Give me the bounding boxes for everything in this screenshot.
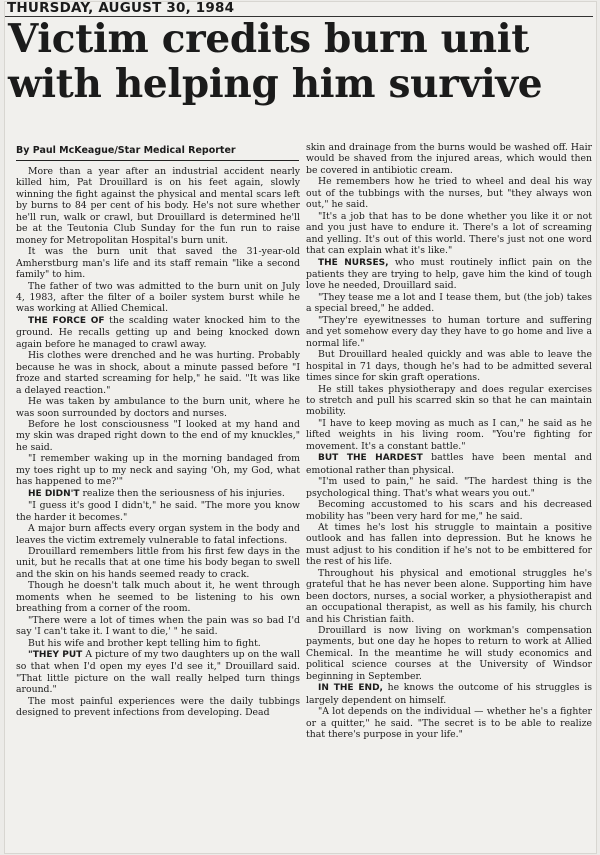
article-paragraph	[16, 523, 300, 546]
article-paragraph	[16, 315, 300, 350]
article-paragraph	[306, 452, 592, 476]
article-paragraph	[16, 638, 300, 649]
article-paragraph	[16, 281, 300, 315]
paragraph-text: He remembers how he tried to wheel and deal his way out of the tubbings with the nurses, but "they always won out," he said.	[306, 176, 592, 211]
article-paragraph	[306, 176, 592, 210]
article-paragraph	[16, 649, 300, 696]
headline: Victim credits burn unit with helping him survive	[8, 16, 543, 107]
paragraph-text: Becoming accustomed to his scars and his decreased mobility has "been very hard for me," he said.	[306, 499, 592, 522]
article-paragraph	[306, 257, 592, 292]
article-paragraph	[306, 568, 592, 625]
paragraph-lead-in: BUT THE HARDEST	[318, 453, 423, 464]
paragraph-text: realize then the seriousness of his injuries.	[79, 487, 285, 499]
article-paragraph	[306, 384, 592, 418]
paragraph-lead-in: HE DIDN'T	[28, 488, 80, 499]
article-paragraph	[16, 546, 300, 580]
article-paragraph	[16, 350, 300, 396]
paragraph-text: Drouillard is now living on workman's compensation payments, but one day he hopes to return to work at Allied Chemical. In the meantime he will study economics and political science courses at the University of Windsor beginning in September.	[306, 625, 592, 682]
paragraph-text: the scalding water knocked him to the ground. He recalls getting up and being knocked down again before he managed to crawl away.	[16, 314, 300, 350]
paragraph-text: "They tease me a lot and I tease them, but (the job) takes a special breed," he added.	[306, 291, 592, 315]
article-paragraph	[306, 522, 592, 568]
paragraph-text: Drouillard remembers little from his first few days in the unit, but he recalls that at one time his body began to swell and the skin on his hands seemed ready to crack.	[16, 545, 300, 580]
paragraph-text: But his wife and brother kept telling him to fight.	[28, 637, 261, 649]
byline: By Paul McKeague/Star Medical Reporter	[16, 144, 299, 161]
paragraph-lead-in: THE FORCE OF	[28, 315, 105, 326]
article-column-1	[16, 166, 300, 850]
article-paragraph	[306, 499, 592, 522]
paragraph-text: Throughout his physical and emotional struggles he's grateful that he has never been alone. Supporting him have been doctors, nurses, a social worker, a physiotherapist and an occupational therapist, as well as his family, his church and his Christian faith.	[306, 567, 592, 625]
paragraph-lead-in: "THEY PUT	[28, 650, 83, 661]
article-paragraph	[16, 396, 300, 419]
article-paragraph	[16, 615, 300, 638]
paragraph-text: It was the burn unit that saved the 31-year-old Amherstburg man's life and its staff remain "like a second family" to him.	[16, 246, 300, 281]
paragraph-text: "They're eyewitnesses to human torture and suffering and yet somehow every day they have to go home and live a normal life."	[306, 314, 592, 349]
article-paragraph	[16, 453, 300, 487]
article-paragraph	[306, 315, 592, 349]
article-paragraph	[306, 142, 592, 176]
paragraph-text: Before he lost consciousness "I looked at my hand and my skin was draped right down to the end of my knuckles," he said.	[16, 418, 300, 453]
paragraph-text: battles have been mental and emotional rather than physical.	[306, 452, 592, 476]
article-paragraph	[306, 706, 592, 740]
paragraph-text: "I guess it's good I didn't," he said. "The more you know the harder it becomes."	[16, 500, 300, 523]
paragraph-text: he knows the outcome of his struggles is largely dependent on himself.	[306, 682, 592, 706]
paragraph-text: "I have to keep moving as much as I can," he said as he lifted weights in his living room. "You're fighting for movement. It's a constant battle."	[306, 417, 592, 452]
article-paragraph	[306, 349, 592, 383]
paragraph-text: He still takes physiotherapy and does regular exercises to stretch and pull his scarred skin so that he can maintain mobility.	[306, 383, 592, 418]
paragraph-text: His clothes were drenched and he was hurting. Probably because he was in shock, about a minute passed before "I froze and started screaming for help," he said. "It was like a delayed reaction."	[16, 350, 300, 396]
article-paragraph	[16, 419, 300, 453]
paragraph-text: More than a year after an industrial accident nearly killed him, Pat Drouillard is on his feet again, slowly winning the fight against the physical and mental scars left by burns to 84 per cent of his body. He's not sure whether he'll run, walk or crawl, but Drouillard is determined he'll be at the Teutonia Club Sunday for the fun run to raise money for Metropolitan Hospital's burn unit.	[16, 166, 300, 246]
article-paragraph	[16, 166, 300, 246]
paragraph-text: The most painful experiences were the daily tubbings designed to prevent infections from developing. Dead	[16, 695, 300, 719]
article-paragraph	[306, 418, 592, 452]
paragraph-text: skin and drainage from the burns would be washed off. Hair would be shaved from the injured areas, which would then be covered in antibiotic cream.	[306, 142, 592, 176]
paragraph-text: At times he's lost his struggle to maintain a positive outlook and has fallen into depression. But he knows he must adjust to his condition if he's not to be embittered for the rest of his life.	[306, 521, 592, 568]
paragraph-text: The father of two was admitted to the burn unit on July 4, 1983, after the filter of a boiler system burst while he was working at Allied Chemical.	[16, 280, 300, 315]
article-paragraph	[16, 500, 300, 523]
paragraph-text: "There were a lot of times when the pain was so bad I'd say 'I can't take it. I want to die,' " he said.	[16, 614, 300, 638]
paragraph-lead-in: IN THE END,	[318, 683, 383, 694]
article-paragraph	[306, 211, 592, 257]
paragraph-text: "It's a job that has to be done whether you like it or not and you just have to endure it. There's a lot of screaming and yelling. It's out of this world. There's just not one word that can explain what it's like."	[306, 210, 592, 257]
paragraph-lead-in: THE NURSES,	[318, 257, 389, 268]
paragraph-text: A major burn affects every organ system in the body and leaves the victim extremely vulnerable to fatal infections.	[16, 523, 300, 546]
paragraph-text: A picture of my two daughters up on the wall so that when I'd open my eyes I'd see it," Drouillard said. "That little picture on the wall really helped turn things around."	[16, 649, 300, 696]
article-paragraph	[16, 488, 300, 500]
article-paragraph	[306, 682, 592, 706]
article-paragraph	[16, 696, 300, 719]
article-column-2	[306, 142, 592, 850]
paragraph-text: who must routinely inflict pain on the patients they are trying to help, gave him the kind of tough love he needed, Drouillard said.	[306, 256, 592, 292]
article-paragraph	[16, 580, 300, 614]
article-paragraph	[306, 292, 592, 315]
article-paragraph	[306, 476, 592, 499]
paragraph-text: Though he doesn't talk much about it, he went through moments when he seemed to be listening to his own breathing from a corner of the room.	[16, 580, 300, 615]
paragraph-text: He was taken by ambulance to the burn unit, where he was soon surrounded by doctors and nurses.	[16, 396, 300, 419]
paragraph-text: "I'm used to pain," he said. "The hardest thing is the psychological thing. That's what wears you out."	[306, 476, 592, 499]
article-paragraph	[306, 625, 592, 682]
article-paragraph	[16, 246, 300, 280]
paragraph-text: "A lot depends on the individual — whether he's a fighter or a quitter," he said. "The secret is to be able to realize that there's purpose in your life."	[306, 706, 592, 741]
paragraph-text: "I remember waking up in the morning bandaged from my toes right up to my neck and saying 'Oh, my God, what has happened to me?'"	[16, 453, 300, 488]
paragraph-text: But Drouillard healed quickly and was able to leave the hospital in 71 days, though he's had to be admitted several times since for skin graft operations.	[306, 349, 592, 384]
dateline: THURSDAY, AUGUST 30, 1984	[7, 0, 235, 16]
